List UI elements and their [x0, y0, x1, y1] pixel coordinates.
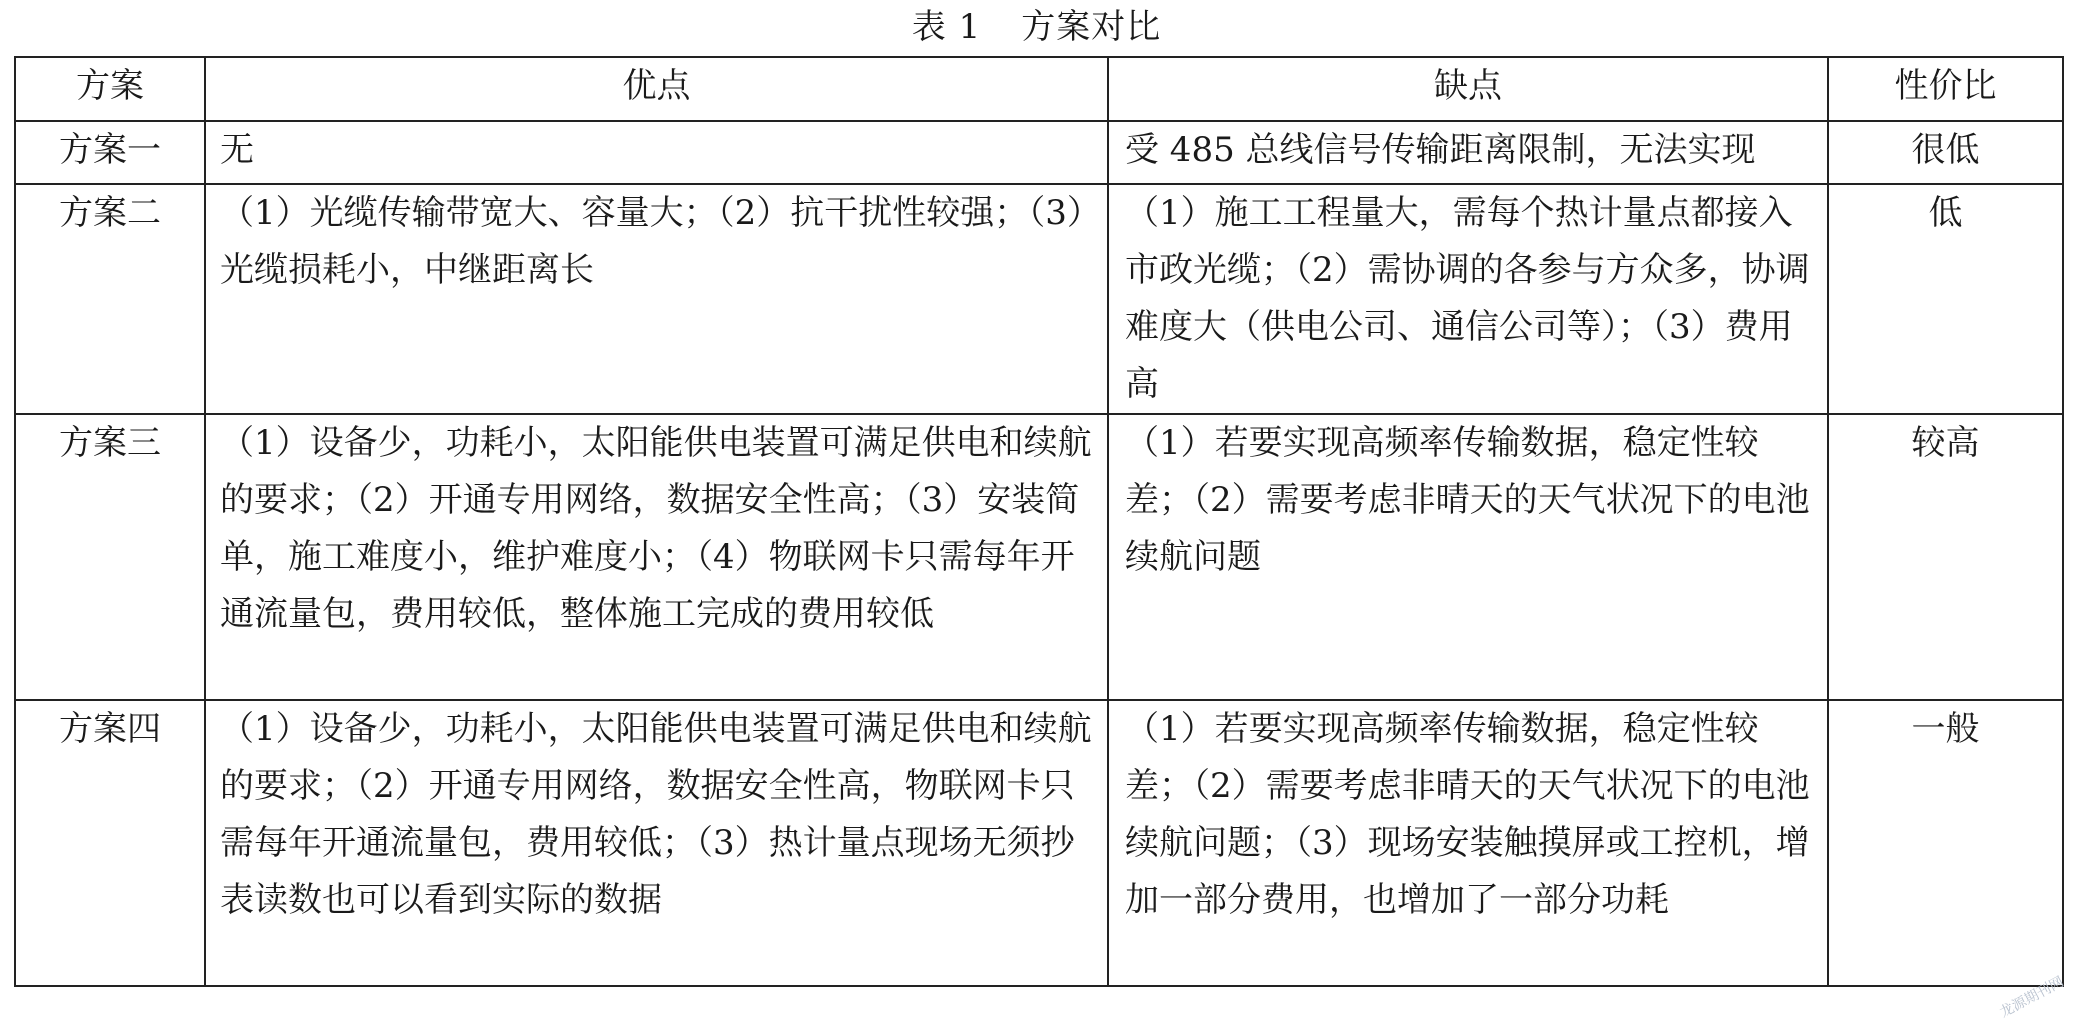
table-row — [15, 184, 2063, 414]
pros-cell: （1）设备少，功耗小，太阳能供电装置可满足供电和续航的要求；（2）开通专用网络，数据安全性高；（3）安装简单，施工难度小，维护难度小；（4）物联网卡只需每年开通流量包，费用较低，整体施工完成的费用较低 — [205, 414, 1108, 700]
comparison-table — [14, 56, 2064, 987]
table-row — [15, 414, 2063, 700]
table-number: 表 1 — [911, 7, 982, 47]
pros-cell: （1）光缆传输带宽大、容量大；（2）抗干扰性较强；（3）光缆损耗小，中继距离长 — [205, 184, 1108, 414]
table-row — [15, 700, 2063, 986]
header-pros: 优点 — [205, 57, 1108, 121]
header-value: 性价比 — [1828, 57, 2063, 121]
pros-cell: 无 — [205, 121, 1108, 184]
value-cell: 低 — [1828, 184, 2063, 414]
cons-cell: 受 485 总线信号传输距离限制，无法实现 — [1108, 121, 1828, 184]
value-cell: 较高 — [1828, 414, 2063, 700]
watermark-text: 龙源期刊网 — [1997, 973, 2067, 1021]
scheme-cell: 方案三 — [15, 414, 205, 700]
pros-cell: （1）设备少，功耗小，太阳能供电装置可满足供电和续航的要求；（2）开通专用网络，数据安全性高，物联网卡只需每年开通流量包，费用较低；（3）热计量点现场无须抄表读数也可以看到实际的数据 — [205, 700, 1108, 986]
header-scheme: 方案 — [15, 57, 205, 121]
table-caption — [0, 2, 2073, 52]
cons-cell: （1）若要实现高频率传输数据，稳定性较差；（2）需要考虑非晴天的天气状况下的电池续航问题；（3）现场安装触摸屏或工控机，增加一部分费用，也增加了一部分功耗 — [1108, 700, 1828, 986]
header-row — [15, 57, 2063, 121]
header-cons: 缺点 — [1108, 57, 1828, 121]
cons-cell: （1）施工工程量大，需每个热计量点都接入市政光缆；（2）需协调的各参与方众多，协调难度大（供电公司、通信公司等）；（3）费用高 — [1108, 184, 1828, 414]
value-cell: 很低 — [1828, 121, 2063, 184]
table-title: 方案对比 — [1021, 7, 1162, 47]
table-row — [15, 121, 2063, 184]
scheme-cell: 方案一 — [15, 121, 205, 184]
scheme-cell: 方案四 — [15, 700, 205, 986]
cons-cell: （1）若要实现高频率传输数据，稳定性较差；（2）需要考虑非晴天的天气状况下的电池续航问题 — [1108, 414, 1828, 700]
scheme-cell: 方案二 — [15, 184, 205, 414]
value-cell: 一般 — [1828, 700, 2063, 986]
